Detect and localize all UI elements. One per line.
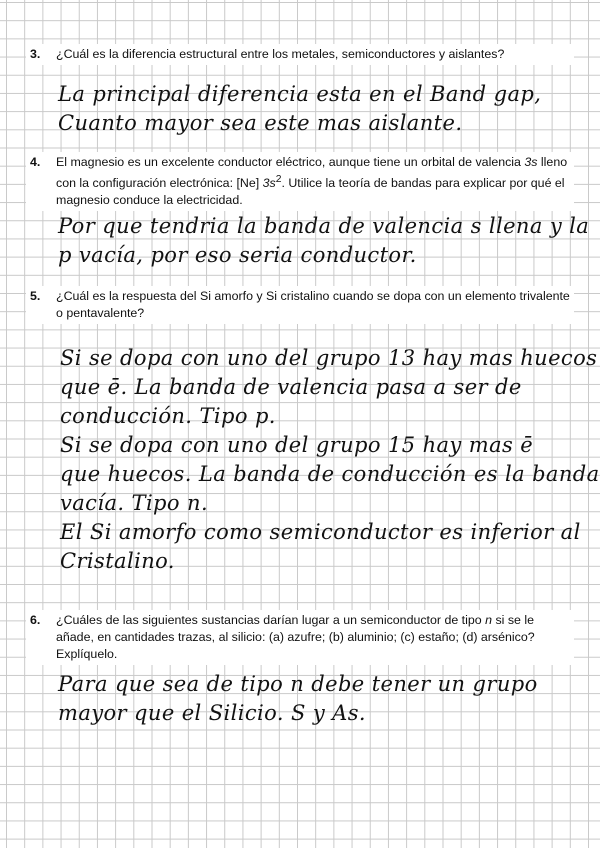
orbital-label: 3s: [524, 155, 538, 169]
answer-line: Cuanto mayor sea este mas aislante.: [58, 111, 463, 135]
question-text: ¿Cuál es la respuesta del Si amorfo y Si cristalino cuando se dopa con un elemento trivalente o pentavalente?: [56, 289, 570, 320]
question-number: 4.: [30, 155, 41, 169]
question-number: 3.: [30, 47, 41, 61]
answer-line: que ē. La banda de valencia pasa a ser de: [60, 375, 522, 399]
question-number: 6.: [30, 613, 41, 627]
question-text: ¿Cuál es la diferencia estructural entre los metales, semiconductores y aislantes?: [56, 47, 505, 61]
answer-line: Cristalino.: [60, 549, 175, 573]
config-label: 3s: [262, 176, 276, 191]
answer-3: [58, 82, 578, 140]
answer-line: El Si amorfo como semiconductor es inferior al: [60, 520, 581, 544]
answer-line: La principal diferencia esta en el Band gap,: [58, 82, 542, 106]
question-text: El magnesio es un excelente conductor eléctrico, aunque tiene un orbital de valencia 3s lleno con la configuración electrónica: [Ne] $3s^2$. Utilice la teoría de bandas para explicar por qué el magnesio conduce la electricidad.: [56, 155, 568, 208]
n-type-label: n: [485, 613, 493, 627]
answer-line: Si se dopa con uno del grupo 15 hay mas ē: [60, 433, 534, 457]
answer-line: que huecos. La banda de conducción es la banda: [60, 462, 600, 486]
answer-line: Para que sea de tipo n debe tener un grupo: [58, 672, 538, 696]
answer-line: Por que tendria la banda de valencia s llena y la: [58, 214, 590, 238]
answer-line: Si se dopa con uno del grupo 13 hay mas huecos: [60, 346, 598, 370]
question-text: ¿Cuáles de las siguientes sustancias darían lugar a un semiconductor de tipo n si se le añade, en cantidades trazas, al silicio: (a) azufre; (b) aluminio; (c) estaño; (d) arsénico? Explíquelo.: [56, 613, 535, 661]
question-number: 5.: [30, 289, 41, 303]
answer-line: vacía. Tipo n.: [60, 491, 209, 515]
question-4: [26, 152, 574, 211]
question-6: [26, 610, 574, 665]
answer-line: mayor que el Silicio. S y As.: [58, 701, 366, 725]
question-5: [26, 286, 574, 324]
question-3: [26, 44, 574, 65]
answer-line: p vacía, por eso seria conductor.: [58, 243, 417, 267]
answer-line: conducción. Tipo p.: [60, 404, 276, 428]
answer-5: [60, 346, 600, 578]
answer-4: [58, 214, 590, 272]
config-superscript: 2: [275, 174, 282, 185]
answer-6: [58, 672, 578, 730]
